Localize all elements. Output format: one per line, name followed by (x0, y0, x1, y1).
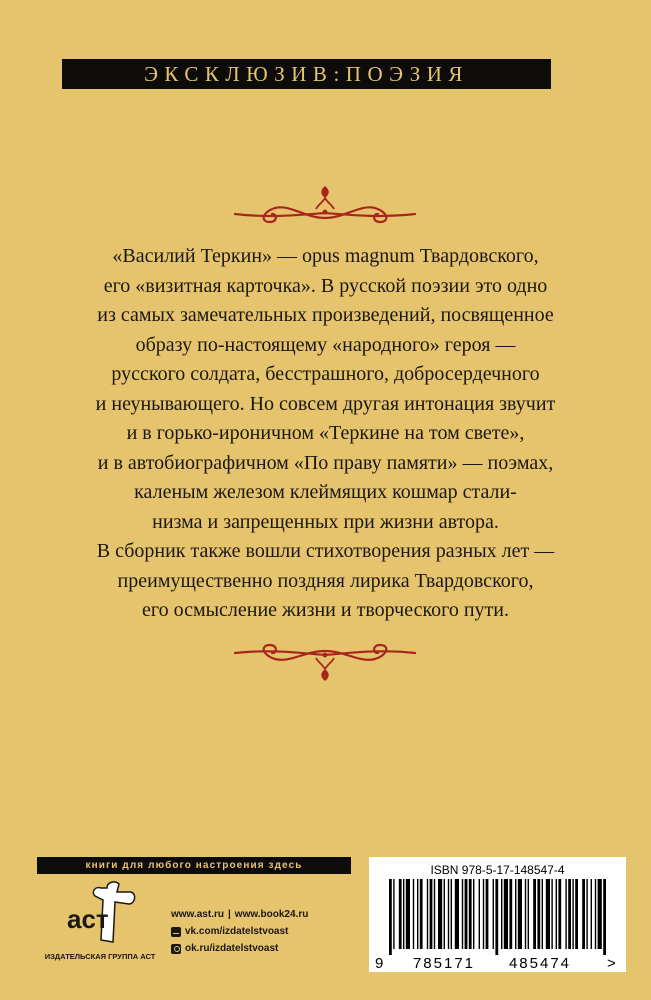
book-description (40, 242, 611, 626)
series-banner (62, 59, 551, 89)
barcode (369, 877, 626, 972)
barcode-group-left: 785171 (412, 955, 476, 972)
link-separator: | (227, 909, 231, 920)
ast-logo (55, 880, 150, 946)
description-line: русского солдата, бесстрашного, добросердечного (111, 363, 540, 385)
description-line: В сборник также вошли стихотворения разных лет — (96, 540, 555, 562)
description-line: образу по-настоящему «народного» героя — (135, 333, 516, 356)
description-line: и в автобиографичном «По праву памяти» — поэмах, (97, 451, 554, 474)
site-link-book24[interactable]: www.book24.ru (234, 909, 309, 920)
series-title: ЭКСКЛЮЗИВ:ПОЭЗИЯ (144, 61, 469, 86)
description-line: и неунывающего. Но совсем другая интонация звучит (95, 392, 556, 415)
barcode-end-mark: > (607, 955, 616, 972)
barcode-first-digit: 9 (375, 955, 384, 972)
description-line: низма и запрещенных при жизни автора. (152, 510, 499, 533)
ok-link[interactable]: ok.ru/izdatelstvoast (185, 943, 279, 954)
barcode-group-right: 485474 (508, 955, 572, 972)
logo-text: аст (67, 904, 109, 934)
description-line: его «визитная карточка». В русской поэзии это одно (103, 274, 548, 297)
publisher-links (171, 906, 308, 957)
description-line: из самых замечательных произведений, посвященное (97, 304, 554, 326)
vk-icon (171, 927, 181, 937)
tagline-bar: книги для любого настроения здесь (37, 857, 351, 874)
description-line: и в горько-ироничном «Теркине на том свете», (126, 422, 525, 444)
vk-link[interactable]: vk.com/izdatelstvoast (185, 926, 289, 937)
isbn-box (369, 857, 626, 972)
ok-icon (171, 944, 181, 954)
site-link-ast[interactable]: www.ast.ru (171, 909, 224, 920)
publisher-label: ИЗДАТЕЛЬСКАЯ ГРУППА АСТ (44, 952, 156, 961)
description-line: каленым железом клеймящих кошмар стали- (134, 481, 517, 503)
description-line: его осмысление жизни и творческого пути. (141, 599, 509, 621)
ornament-divider-top (230, 182, 420, 232)
description-line: «Василий Теркин» — opus magnum Твардовского, (112, 245, 539, 267)
isbn-number: ISBN 978-5-17-148547-4 (430, 863, 565, 877)
description-line: преимущественно поздняя лирика Твардовского, (117, 569, 534, 592)
ornament-divider-bottom (230, 635, 420, 685)
